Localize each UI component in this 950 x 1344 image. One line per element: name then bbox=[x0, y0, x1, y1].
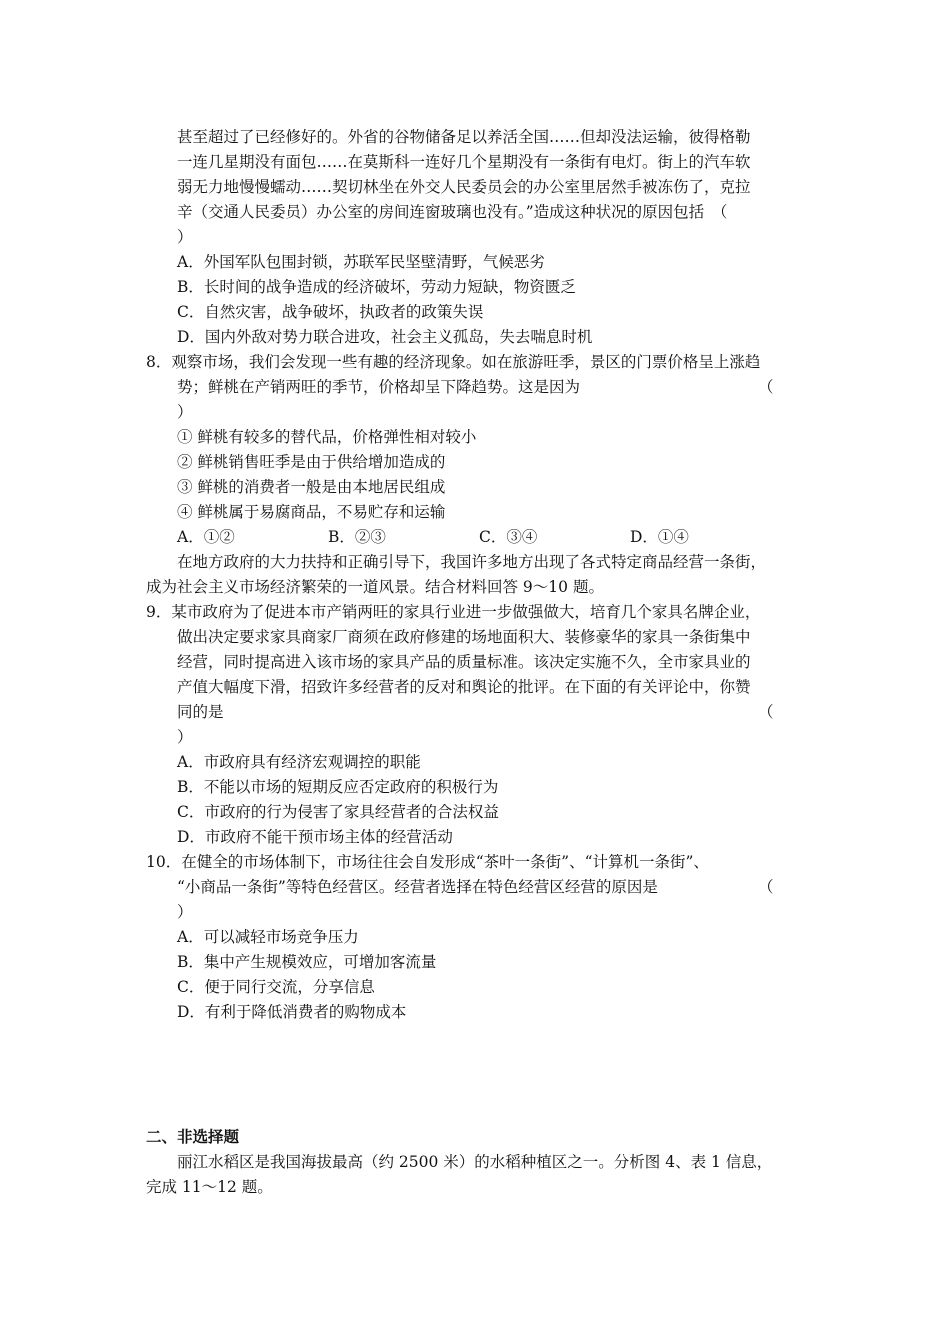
q9-paren-open: （ bbox=[758, 703, 774, 721]
q10-option-a: A．可以减轻市场竞争压力 bbox=[177, 928, 359, 946]
q9-line-2: 做出决定要求家具商家厂商须在政府修建的场地面积大、装修豪华的家具一条街集中 bbox=[177, 628, 751, 646]
q9-line-4: 产值大幅度下滑，招致许多经营者的反对和舆论的批评。在下面的有关评论中，你赞 bbox=[177, 678, 751, 696]
q8-item-4: ④ 鲜桃属于易腐商品，不易贮存和运输 bbox=[177, 503, 446, 521]
q8-option-b: B．②③ bbox=[328, 528, 386, 546]
intro-line-1: 在地方政府的大力扶持和正确引导下，我国许多地方出现了各式特定商品经营一条街， bbox=[177, 553, 767, 571]
q7-option-a: A．外国军队包围封锁，苏联军民坚壁清野，气候恶劣 bbox=[177, 253, 545, 271]
q9-option-a: A．市政府具有经济宏观调控的职能 bbox=[177, 753, 421, 771]
q7-line-3: 弱无力地慢慢蠕动……契切林坐在外交人民委员会的办公室里居然手被冻伤了，克拉 bbox=[177, 178, 751, 196]
section2-line-1: 丽江水稻区是我国海拔最高（约 2500 米）的水稻种植区之一。分析图 4、表 1 信息， bbox=[177, 1153, 773, 1171]
q10-paren-open: （ bbox=[758, 878, 774, 896]
q8-item-2: ② 鲜桃销售旺季是由于供给增加造成的 bbox=[177, 453, 446, 471]
q10-line-1: 10．在健全的市场体制下，市场往往会自发形成“茶叶一条街”、“计算机一条街”、 bbox=[146, 853, 709, 871]
q8-option-c: C．③④ bbox=[479, 528, 538, 546]
q8-line-1: 8．观察市场，我们会发现一些有趣的经济现象。如在旅游旺季，景区的门票价格呈上涨趋 bbox=[146, 353, 761, 371]
q7-line-4: 辛（交通人民委员）办公室的房间连窗玻璃也没有。”造成这种状况的原因包括 （ bbox=[177, 203, 728, 221]
q7-option-b: B．长时间的战争造成的经济破坏，劳动力短缺，物资匮乏 bbox=[177, 278, 576, 296]
q7-line-5: ） bbox=[177, 228, 193, 246]
q10-line-3: ） bbox=[177, 903, 193, 921]
intro-line-2: 成为社会主义市场经济繁荣的一道风景。结合材料回答 9～10 题。 bbox=[146, 578, 604, 596]
q7-option-d: D．国内外敌对势力联合进攻，社会主义孤岛，失去喘息时机 bbox=[177, 328, 593, 346]
q9-line-1: 9．某市政府为了促进本市产销两旺的家具行业进一步做强做大，培育几个家具名牌企业， bbox=[146, 603, 761, 621]
q9-line-6: ） bbox=[177, 728, 193, 746]
q10-option-c: C．便于同行交流，分享信息 bbox=[177, 978, 375, 996]
q7-option-c: C．自然灾害，战争破坏，执政者的政策失误 bbox=[177, 303, 484, 321]
q9-option-c: C．市政府的行为侵害了家具经营者的合法权益 bbox=[177, 803, 499, 821]
q8-option-a: A．①② bbox=[177, 528, 235, 546]
section2-line-2: 完成 11～12 题。 bbox=[146, 1178, 273, 1196]
q10-option-d: D．有利于降低消费者的购物成本 bbox=[177, 1003, 407, 1021]
q9-option-b: B．不能以市场的短期反应否定政府的积极行为 bbox=[177, 778, 499, 796]
q8-option-d: D．①④ bbox=[630, 528, 689, 546]
q9-line-5: 同的是 bbox=[177, 703, 224, 721]
q9-option-d: D．市政府不能干预市场主体的经营活动 bbox=[177, 828, 453, 846]
q8-line-3: ） bbox=[177, 403, 193, 421]
q10-option-b: B．集中产生规模效应，可增加客流量 bbox=[177, 953, 437, 971]
q7-line-2: 一连几星期没有面包……在莫斯科一连好几个星期没有一条街有电灯。街上的汽车软 bbox=[177, 153, 751, 171]
section-heading: 二、非选择题 bbox=[146, 1127, 240, 1146]
q8-item-3: ③ 鲜桃的消费者一般是由本地居民组成 bbox=[177, 478, 446, 496]
q10-line-2: “小商品一条街”等特色经营区。经营者选择在特色经营区经营的原因是 bbox=[177, 878, 658, 896]
q7-line-1: 甚至超过了已经修好的。外省的谷物储备足以养活全国……但却没法运输，彼得格勒 bbox=[177, 128, 751, 146]
q8-paren-open: （ bbox=[758, 378, 774, 396]
q8-line-2: 势；鲜桃在产销两旺的季节，价格却呈下降趋势。这是因为 bbox=[177, 378, 581, 396]
q9-line-3: 经营，同时提高进入该市场的家具产品的质量标准。该决定实施不久，全市家具业的 bbox=[177, 653, 751, 671]
q8-item-1: ① 鲜桃有较多的替代品，价格弹性相对较小 bbox=[177, 428, 477, 446]
